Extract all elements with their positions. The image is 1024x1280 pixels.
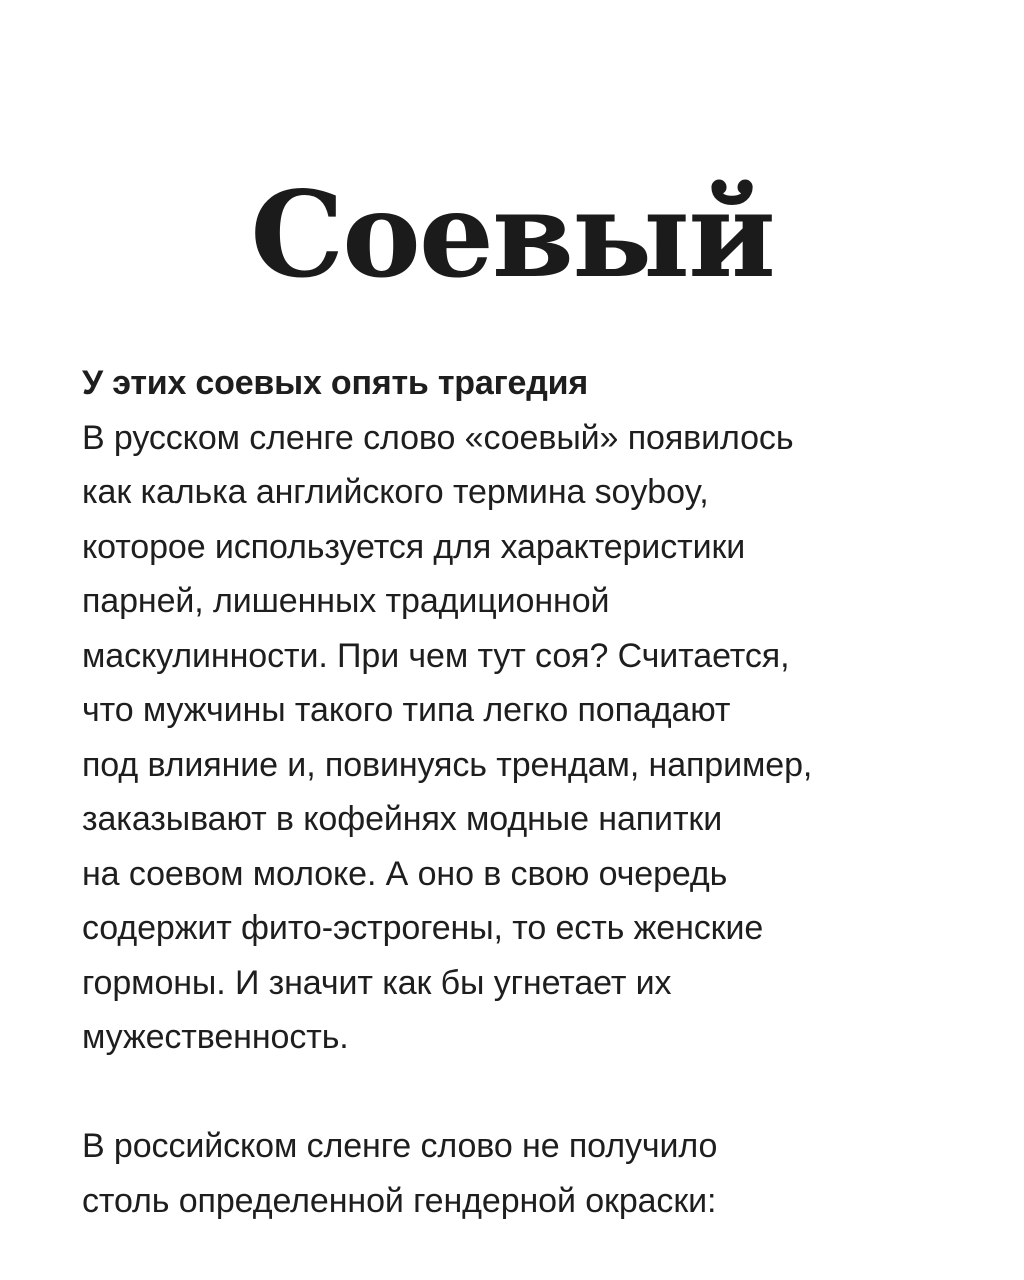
paragraph-1 <box>82 411 982 1065</box>
paragraph-line: мужественность. <box>82 1018 349 1056</box>
paragraph-line: столь определенной гендерной окраски: <box>82 1181 717 1220</box>
paragraph-line: В русском сленге слово «соевый» появилось <box>82 418 794 457</box>
paragraph-line: заказывают в кофейнях модные напитки <box>82 800 723 838</box>
paragraph-line: содержит фито-эстрогены, то есть женские <box>82 909 764 947</box>
paragraph-line: парней, лишенных традиционной <box>82 582 610 620</box>
paragraph-line: гормоны. И значит как бы угнетает их <box>82 963 672 1002</box>
paragraph-line: которое используется для характеристики <box>82 527 746 566</box>
page-title: Соевый <box>250 165 774 304</box>
paragraph-line: как калька английского термина soyboy, <box>82 473 709 511</box>
subheading: У этих соевых опять трагедия <box>82 364 588 402</box>
paragraph-line: на соевом молоке. А оно в свою очередь <box>82 854 728 893</box>
paragraph-2 <box>82 1119 982 1228</box>
paragraph-line: что мужчины такого типа легко попадают <box>82 691 731 729</box>
paragraph-gap <box>82 1065 982 1120</box>
article-body <box>82 356 982 1228</box>
paragraph-line: В российском сленге слово не получило <box>82 1127 718 1165</box>
paragraph-line: под влияние и, повинуясь трендам, например, <box>82 745 813 784</box>
paragraph-line: маскулинности. При чем тут соя? Считается, <box>82 636 790 675</box>
